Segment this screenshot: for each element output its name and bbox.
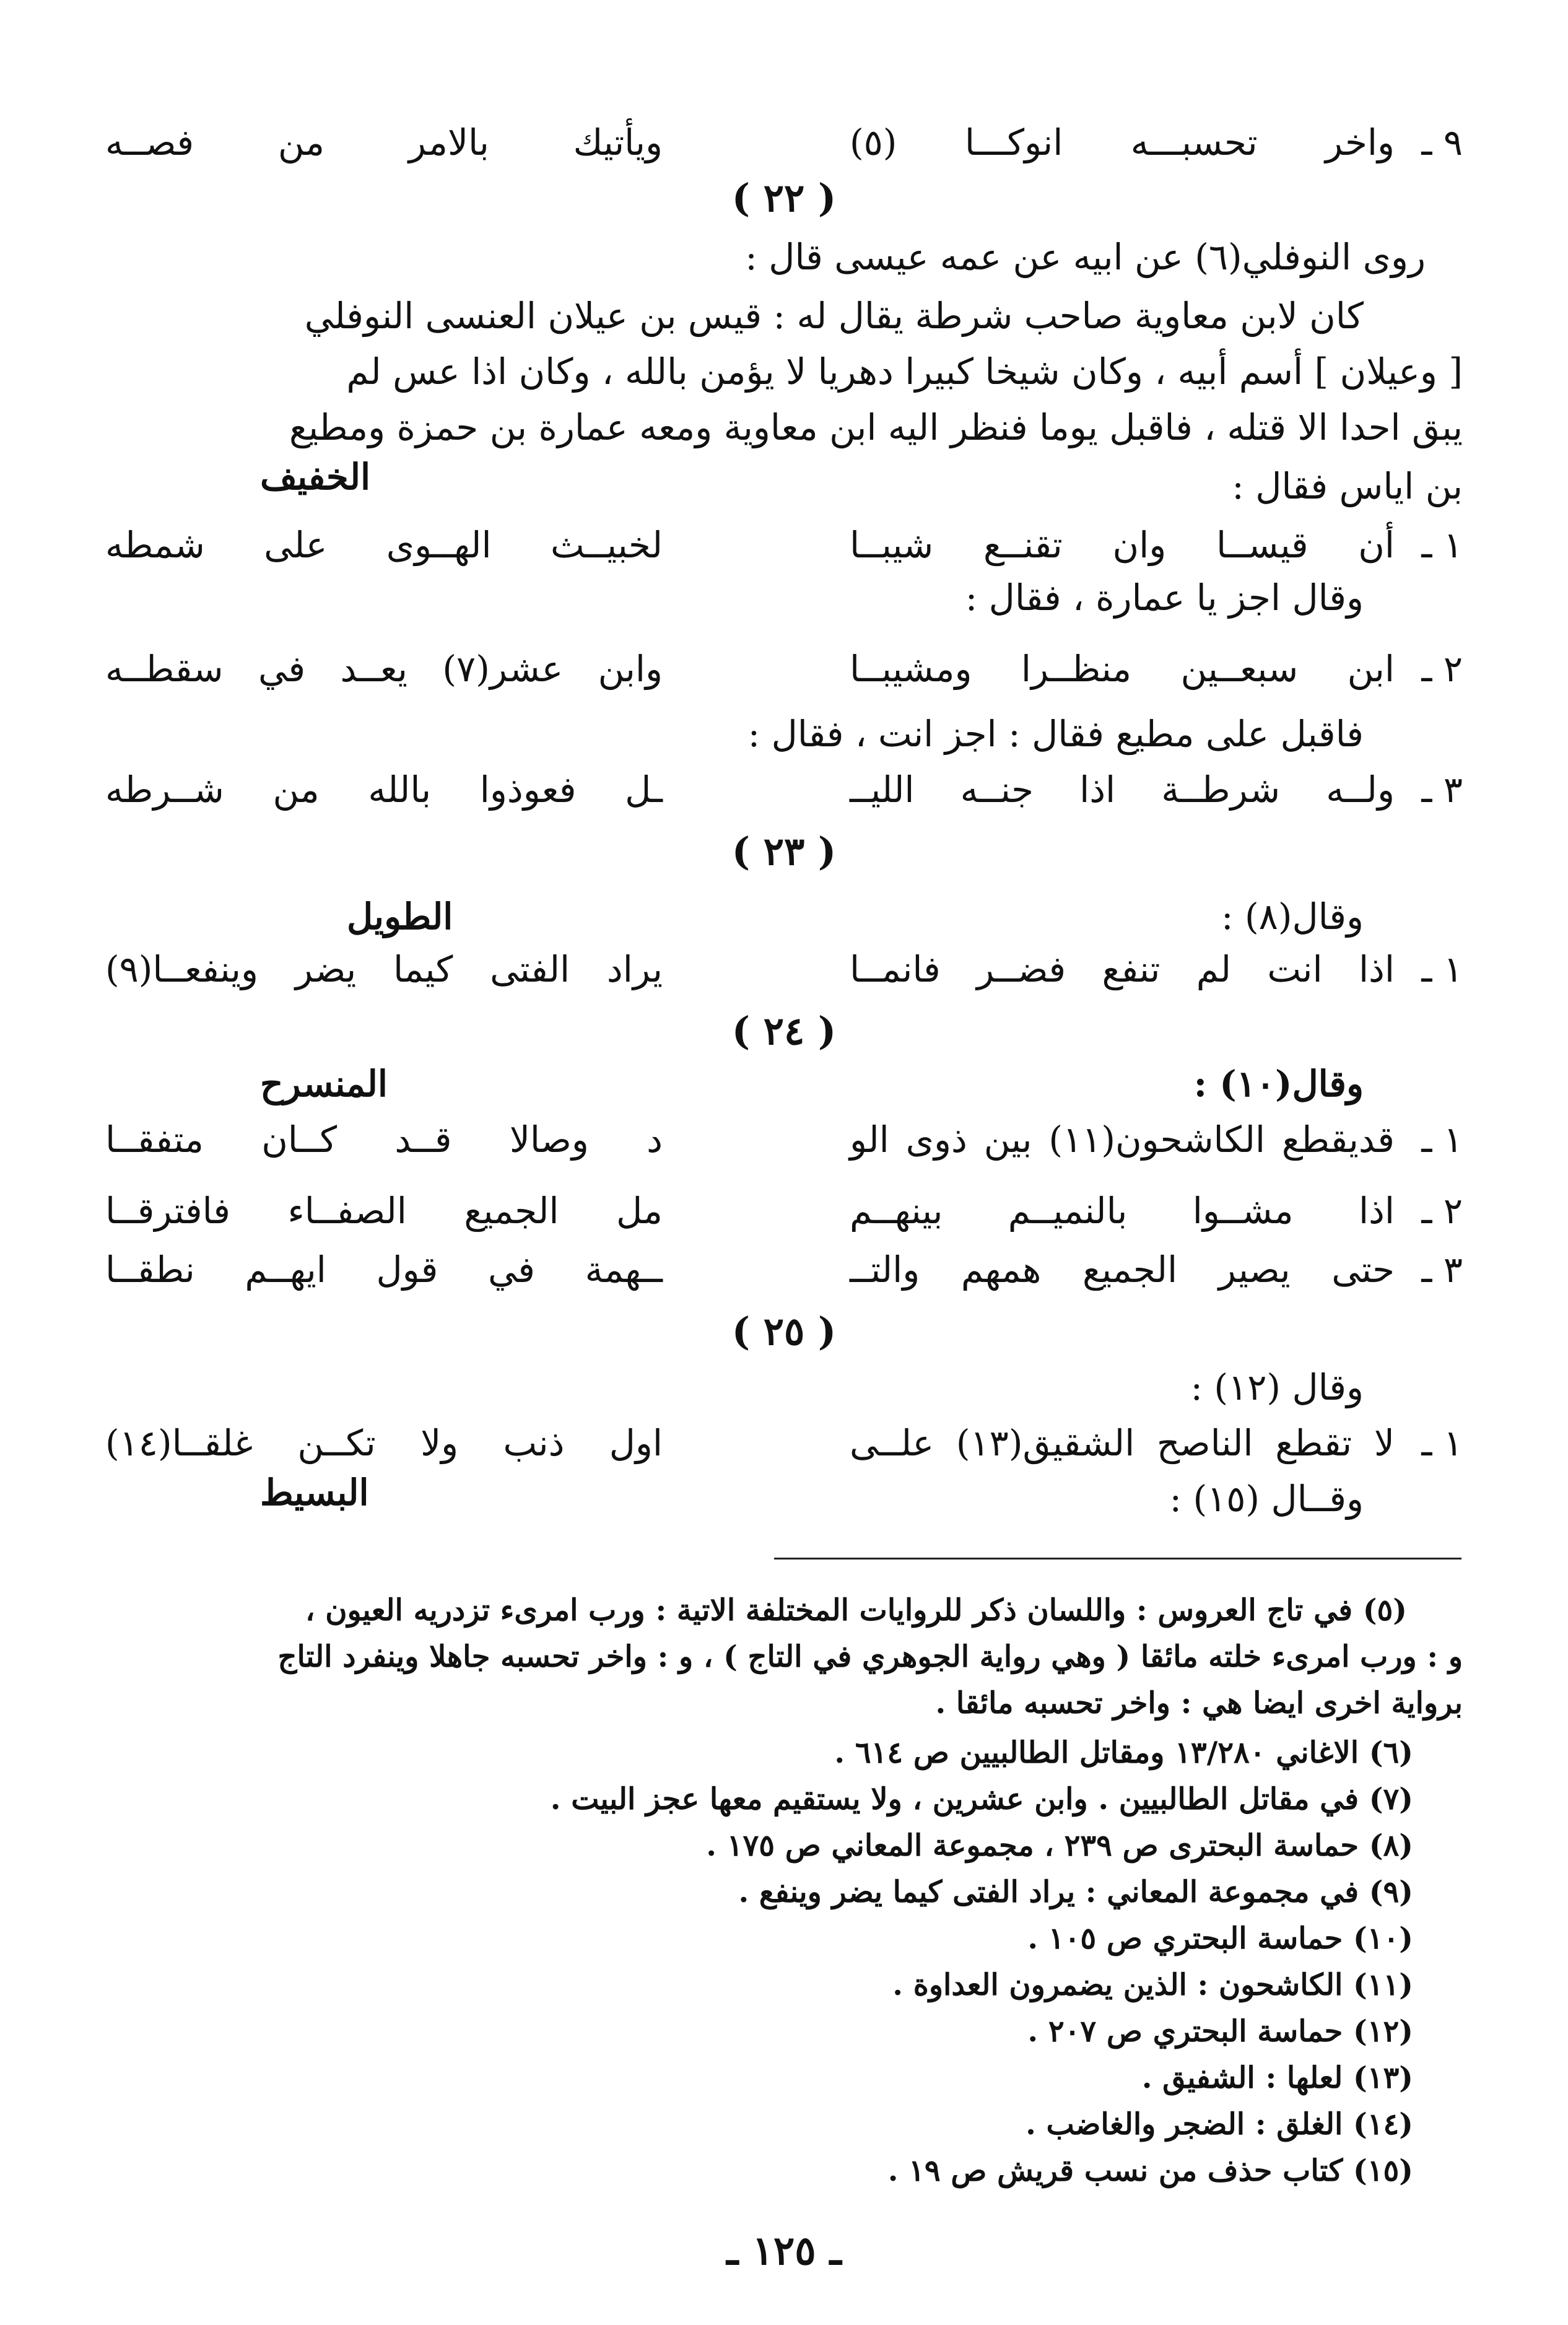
page-number: ـ ١٢٥ ـ [726, 2228, 842, 2274]
prose-line: وقــال (١٥) : [1169, 1478, 1364, 1520]
prose-line: بن اياس فقال : [1232, 465, 1463, 507]
verse-line [105, 644, 1463, 694]
verse-first-hemistich: أن قيســا وان تقنــع شيبــا [850, 524, 1395, 566]
footnote-line: و : ورب امرىء خلته مائقا ( وهي رواية الجوهري في التاج ) ، و : واخر تحسبه جاهلا وينفرد التاج [277, 1639, 1463, 1674]
verse-first-hemistich: حتى يصير الجميع همهم والتــ [850, 1249, 1395, 1291]
prose-line: يبق احدا الا قتله ، فاقبل يوما فنظر اليه ابن معاوية ومعه عمارة بن حمزة ومطيع [289, 406, 1463, 448]
verse-line [105, 944, 1463, 994]
verse-second-hemistich: ـل فعوذوا بالله من شــرطه [105, 769, 663, 811]
verse-line [105, 1186, 1463, 1236]
verse-number: ٢ ـ [1421, 1190, 1463, 1232]
verse-first-hemistich: لا تقطع الناصح الشقيق(١٣) علــى [850, 1422, 1395, 1464]
meter-label: المنسرح [260, 1063, 388, 1105]
verse-second-hemistich: يراد الفتى كيما يضر وينفعــا(٩) [105, 948, 663, 990]
section-heading: ( ٢٤ ) [731, 1008, 837, 1053]
verse-first-hemistich: اذا مشــوا بالنميــم بينهــم [850, 1190, 1395, 1232]
verse-number: ١ ـ [1421, 948, 1463, 990]
footnote-item: (٩) في مجموعة المعاني : يراد الفتى كيما يضر وينفع . [738, 1875, 1413, 1909]
meter-label: الخفيف [260, 456, 371, 498]
verse-second-hemistich: مل الجميع الصفــاء فافترقــا [105, 1190, 663, 1232]
section-heading: ( ٢٥ ) [731, 1309, 837, 1354]
footnote-line: برواية اخرى ايضا هي : واخر تحسبه مائقا . [935, 1686, 1463, 1721]
footnote-line: (٥) في تاج العروس : واللسان ذكر للروايات المختلفة الاتية : ورب امرىء تزدريه العيون ، [305, 1593, 1407, 1628]
footnote-item: (٦) الاغاني ١٣/٢٨٠ ومقاتل الطالبيين ص ٦١٤ . [834, 1735, 1413, 1770]
verse-second-hemistich: د وصالا قــد كــان متفقــا [105, 1119, 663, 1161]
verse-number: ٢ ـ [1421, 648, 1463, 690]
verse-first-hemistich: واخر تحسبـــه انوكـــا (٥) [850, 121, 1395, 164]
verse-line [105, 1418, 1463, 1468]
verse-second-hemistich: وابن عشر(٧) يعــد في سقطــه [105, 648, 663, 690]
footnote-item: (٨) حماسة البحترى ص ٢٣٩ ، مجموعة المعاني ص ١٧٥ . [706, 1828, 1413, 1863]
prose-line: وقال اجز يا عمارة ، فقال : [965, 577, 1364, 619]
verse-line [105, 1115, 1463, 1164]
verse-number: ١ ـ [1421, 1119, 1463, 1161]
verse-first-hemistich: اذا انت لم تنفع فضــر فانمــا [850, 948, 1395, 990]
prose-line: كان لابن معاوية صاحب شرطة يقال له : قيس بن عيلان العنسى النوفلي [304, 295, 1364, 337]
prose-line: وقال(٨) : [1221, 896, 1364, 938]
verse-number: ١ ـ [1421, 524, 1463, 566]
footnote-item: (١٤) الغلق : الضجر والغاضب . [1026, 2107, 1413, 2142]
footnote-item: (٧) في مقاتل الطالبيين . وابن عشرين ، ولا يستقيم معها عجز البيت . [550, 1782, 1413, 1817]
verse-number: ١ ـ [1421, 1422, 1463, 1464]
verse-number: ٣ ـ [1421, 1249, 1463, 1291]
prose-line: فاقبل على مطيع فقال : اجز انت ، فقال : [747, 713, 1364, 755]
verse-number: ٩ ـ [1421, 121, 1463, 164]
section-heading: ( ٢٢ ) [731, 175, 837, 220]
prose-line: [ وعيلان ] أسم أبيه ، وكان شيخا كبيرا دهريا لا يؤمن بالله ، وكان اذا عس لم [346, 351, 1463, 393]
footnote-separator [774, 1558, 1461, 1559]
prose-line: روى النوفلي(٦) عن ابيه عن عمه عيسى قال : [745, 236, 1426, 278]
verse-first-hemistich: ولــه شرطــة اذا جنــه الليــ [850, 769, 1395, 811]
verse-second-hemistich: ويأتيك بالامر من فصــه [105, 121, 663, 164]
verse-first-hemistich: قديقطع الكاشحون(١١) بين ذوى الو [850, 1119, 1395, 1161]
footnote-item: (١٠) حماسة البحتري ص ١٠٥ . [1027, 1921, 1413, 1956]
verse-second-hemistich: ــهمة في قول ايهــم نطقــا [105, 1249, 663, 1291]
verse-first-hemistich: ابن سبعــين منظــرا ومشيبــا [850, 648, 1395, 690]
verse-line [105, 520, 1463, 570]
verse-number: ٣ ـ [1421, 769, 1463, 811]
footnote-item: (١١) الكاشحون : الذين يضمرون العداوة . [892, 1968, 1413, 2002]
verse-line [105, 118, 1463, 167]
footnote-item: (١٢) حماسة البحتري ص ٢٠٧ . [1027, 2014, 1413, 2049]
footnote-item: (١٣) لعلها : الشفيق . [1141, 2061, 1413, 2095]
prose-line: وقال(١٠) : [1193, 1063, 1364, 1105]
verse-second-hemistich: لخبيــث الهــوى على شمطه [105, 524, 663, 566]
verse-line [105, 1245, 1463, 1294]
meter-label: البسيط [260, 1472, 369, 1514]
footnote-item: (١٥) كتاب حذف من نسب قريش ص ١٩ . [887, 2153, 1413, 2188]
section-heading: ( ٢٣ ) [731, 829, 837, 874]
meter-label: الطويل [347, 896, 453, 938]
verse-second-hemistich: اول ذنب ولا تكــن غلقــا(١٤) [105, 1422, 663, 1464]
verse-line [105, 765, 1463, 814]
prose-line: وقال (١٢) : [1190, 1366, 1364, 1408]
